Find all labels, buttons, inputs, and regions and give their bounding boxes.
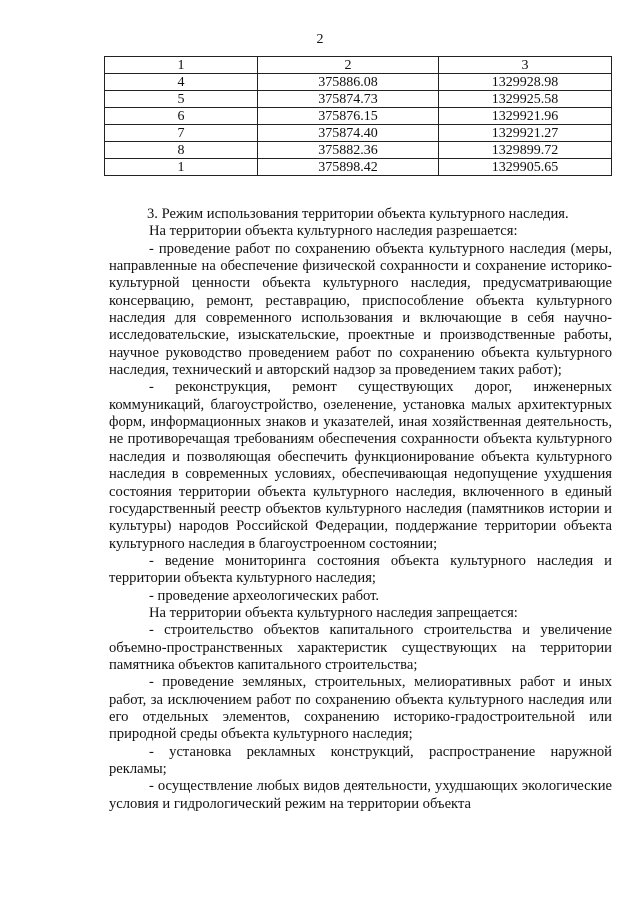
- coordinates-table: [104, 56, 612, 176]
- y-coordinate-cell: 1329905.65: [439, 159, 612, 176]
- permitted-item: - проведение археологических работ.: [149, 587, 380, 604]
- prohibited-item: - установка рекламных конструкций, распространение наружной рекламы;: [109, 743, 612, 777]
- prohibited-item: - строительство объектов капитального строительства и увеличение объемно-пространственных характеристик существующих на территории памятника объектов капитального строительства;: [109, 622, 612, 673]
- x-coordinate-cell: 375898.42: [258, 159, 439, 176]
- document-body: [109, 206, 612, 813]
- page-number: 2: [316, 32, 324, 47]
- x-coordinate-cell: 375882.36: [258, 142, 439, 159]
- y-coordinate-cell: 1329921.27: [439, 125, 612, 142]
- table-row: [105, 108, 612, 125]
- y-coordinate-cell: 1329921.96: [439, 108, 612, 125]
- point-number-cell: 8: [105, 142, 258, 159]
- table-row: [105, 142, 612, 159]
- point-number-cell: 1: [105, 159, 258, 176]
- x-coordinate-cell: 375876.15: [258, 108, 439, 125]
- permitted-item: - проведение работ по сохранению объекта культурного наследия (меры, направленные на обеспечение физической сохранности и сохранение историко-культурной ценности объекта культурного наследия, предусматривающие консервацию, ремонт, реставрацию, приспособление объекта культурного наследия для современного использования и включающие в себя научно-исследовательские, изыскательские, проектные и производственные работы, научное руководство проведением работ по сохранению объекта культурного наследия, технический и авторский надзор за проведением таких работ);: [109, 240, 612, 379]
- x-coordinate-cell: 375874.73: [258, 91, 439, 108]
- table-row: [105, 91, 612, 108]
- header-cell: 1: [105, 57, 258, 74]
- table-row: [105, 125, 612, 142]
- x-coordinate-cell: 375886.08: [258, 74, 439, 91]
- permitted-item: - ведение мониторинга состояния объекта культурного наследия и территории объекта культурного наследия;: [109, 552, 612, 587]
- prohibited-item: - осуществление любых видов деятельности, ухудшающих экологические условия и гидрологический режим на территории объекта: [109, 778, 612, 812]
- x-coordinate-cell: 375874.40: [258, 125, 439, 142]
- permitted-item: - реконструкция, ремонт существующих дорог, инженерных коммуникаций, благоустройство, озеленение, установка малых архитектурных форм, информационных знаков и указателей, иная хозяйственная деятельность, не противоречащая требованиям обеспечения сохранности объекта культурного наследия и позволяющая обеспечить функционирование объекта культурного наследия в современных условиях, обеспечивающая недопущение ухудшения состояния территории объекта культурного наследия, включенного в единый государственный реестр объектов культурного наследия (памятников истории и культуры) народов Российской Федерации, поддержание территории объекта культурного наследия в благоустроенном состоянии;: [109, 379, 612, 552]
- table-row: [105, 74, 612, 91]
- y-coordinate-cell: 1329925.58: [439, 91, 612, 108]
- prohibited-item: - проведение земляных, строительных, мелиоративных работ и иных работ, за исключением работ по сохранению объекта культурного наследия или его отдельных элементов, сохранению историко-градостроительной или природной среды объекта культурного наследия;: [109, 674, 612, 743]
- table-header-row: [105, 57, 612, 74]
- header-cell: 3: [439, 57, 612, 74]
- point-number-cell: 5: [105, 91, 258, 108]
- permitted-intro: На территории объекта культурного наследия разрешается:: [149, 223, 518, 240]
- y-coordinate-cell: 1329928.98: [439, 74, 612, 91]
- prohibited-intro: На территории объекта культурного наследия запрещается:: [149, 604, 518, 621]
- y-coordinate-cell: 1329899.72: [439, 142, 612, 159]
- section-heading: 3. Режим использования территории объекта культурного наследия.: [147, 206, 569, 222]
- point-number-cell: 7: [105, 125, 258, 142]
- header-cell: 2: [258, 57, 439, 74]
- point-number-cell: 6: [105, 108, 258, 125]
- table-row: [105, 159, 612, 176]
- point-number-cell: 4: [105, 74, 258, 91]
